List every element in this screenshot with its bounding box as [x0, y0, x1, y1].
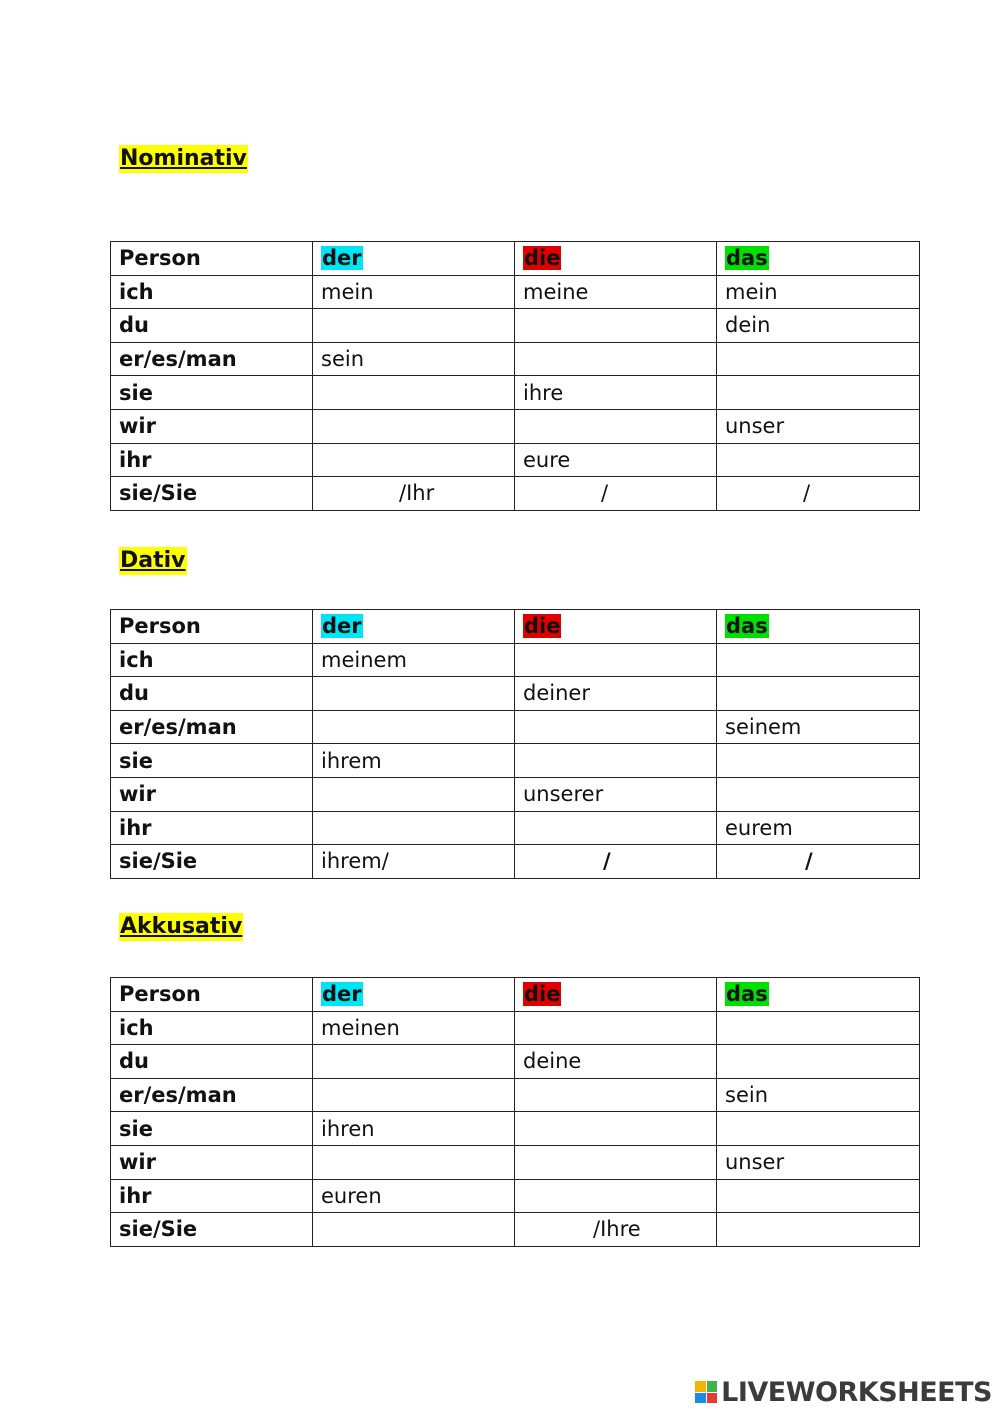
table-row: [111, 477, 920, 511]
der-cell[interactable]: meinem: [313, 643, 515, 677]
die-cell[interactable]: [515, 1011, 717, 1045]
header-person: Person: [111, 242, 313, 276]
die-cell[interactable]: [515, 1179, 717, 1213]
die-cell[interactable]: [515, 710, 717, 744]
der-cell[interactable]: sein: [313, 342, 515, 376]
das-cell[interactable]: [717, 376, 920, 410]
header-das: [717, 610, 920, 644]
person-cell: er/es/man: [111, 710, 313, 744]
der-cell[interactable]: [313, 443, 515, 477]
person-cell: ihr: [111, 811, 313, 845]
der-cell[interactable]: mein: [313, 275, 515, 309]
die-highlight: die: [524, 982, 561, 1007]
die-cell[interactable]: [515, 309, 717, 343]
die-cell[interactable]: /Ihre: [515, 1213, 717, 1247]
der-cell[interactable]: /Ihr: [313, 477, 515, 511]
der-cell[interactable]: [313, 1213, 515, 1247]
section-title-akkusativ: Akkusativ: [120, 914, 243, 939]
table-row: [111, 342, 920, 376]
header-die: [515, 978, 717, 1012]
person-cell: er/es/man: [111, 1078, 313, 1112]
table-row: [111, 275, 920, 309]
die-cell[interactable]: [515, 1078, 717, 1112]
das-cell[interactable]: unser: [717, 1145, 920, 1179]
table-header-row: [111, 978, 920, 1012]
das-highlight: das: [726, 614, 768, 639]
table-row: [111, 409, 920, 443]
header-die: [515, 242, 717, 276]
die-cell[interactable]: [515, 643, 717, 677]
das-cell[interactable]: dein: [717, 309, 920, 343]
person-cell: er/es/man: [111, 342, 313, 376]
die-cell[interactable]: [515, 409, 717, 443]
header-person: Person: [111, 610, 313, 644]
table-row: [111, 376, 920, 410]
table-row: [111, 643, 920, 677]
table-row: [111, 811, 920, 845]
table-row: [111, 1011, 920, 1045]
der-cell[interactable]: [313, 409, 515, 443]
table-row: [111, 309, 920, 343]
die-cell[interactable]: [515, 1112, 717, 1146]
table-row: [111, 1045, 920, 1079]
die-cell[interactable]: eure: [515, 443, 717, 477]
das-cell[interactable]: [717, 443, 920, 477]
das-cell[interactable]: [717, 744, 920, 778]
table-row: [111, 443, 920, 477]
table-row: [111, 777, 920, 811]
das-cell[interactable]: [717, 1045, 920, 1079]
header-das: [717, 242, 920, 276]
die-cell[interactable]: meine: [515, 275, 717, 309]
das-cell[interactable]: [717, 777, 920, 811]
person-cell: sie/Sie: [111, 477, 313, 511]
der-cell[interactable]: [313, 777, 515, 811]
die-cell[interactable]: [515, 342, 717, 376]
table-row: [111, 710, 920, 744]
das-cell[interactable]: [717, 643, 920, 677]
die-cell[interactable]: deiner: [515, 677, 717, 711]
table-header-row: [111, 242, 920, 276]
header-person: Person: [111, 978, 313, 1012]
header-die: [515, 610, 717, 644]
das-cell[interactable]: mein: [717, 275, 920, 309]
der-cell[interactable]: [313, 1145, 515, 1179]
der-cell[interactable]: [313, 677, 515, 711]
table-row: [111, 1145, 920, 1179]
die-cell[interactable]: unserer: [515, 777, 717, 811]
watermark-text: LIVEWORKSHEETS: [721, 1376, 992, 1408]
der-cell[interactable]: [313, 309, 515, 343]
der-highlight: der: [322, 614, 362, 639]
das-cell[interactable]: [717, 342, 920, 376]
header-der: [313, 610, 515, 644]
table-dativ: [110, 609, 920, 879]
person-cell: sie: [111, 744, 313, 778]
person-cell: ihr: [111, 1179, 313, 1213]
person-cell: wir: [111, 409, 313, 443]
das-cell[interactable]: [717, 1179, 920, 1213]
liveworksheets-watermark: [695, 1375, 992, 1409]
der-cell[interactable]: meinen: [313, 1011, 515, 1045]
table-row: [111, 1179, 920, 1213]
das-cell[interactable]: [717, 1011, 920, 1045]
table-row: [111, 744, 920, 778]
die-highlight: die: [524, 614, 561, 639]
die-cell[interactable]: [515, 1145, 717, 1179]
table-row: [111, 1112, 920, 1146]
table-row: [111, 845, 920, 879]
header-der: [313, 242, 515, 276]
person-cell: wir: [111, 777, 313, 811]
der-cell[interactable]: [313, 376, 515, 410]
der-cell[interactable]: [313, 710, 515, 744]
der-highlight: der: [322, 246, 362, 271]
person-cell: sie: [111, 1112, 313, 1146]
table-row: [111, 1213, 920, 1247]
person-cell: du: [111, 1045, 313, 1079]
die-cell[interactable]: [515, 744, 717, 778]
section-title-dativ: Dativ: [120, 548, 186, 573]
person-cell: sie/Sie: [111, 845, 313, 879]
der-cell[interactable]: euren: [313, 1179, 515, 1213]
das-cell[interactable]: [717, 677, 920, 711]
der-highlight: der: [322, 982, 362, 1007]
das-cell[interactable]: eurem: [717, 811, 920, 845]
person-cell: ich: [111, 643, 313, 677]
person-cell: sie/Sie: [111, 1213, 313, 1247]
der-cell[interactable]: [313, 1078, 515, 1112]
das-cell[interactable]: /: [717, 477, 920, 511]
das-cell[interactable]: [717, 1112, 920, 1146]
das-cell[interactable]: sein: [717, 1078, 920, 1112]
der-cell[interactable]: [313, 811, 515, 845]
table-row: [111, 677, 920, 711]
table-akkusativ: [110, 977, 920, 1247]
table-nominativ: [110, 241, 920, 511]
person-cell: du: [111, 309, 313, 343]
die-highlight: die: [524, 246, 561, 271]
section-title-nominativ: Nominativ: [120, 146, 247, 171]
table-header-row: [111, 610, 920, 644]
das-highlight: das: [726, 246, 768, 271]
das-cell[interactable]: [717, 1213, 920, 1247]
die-cell[interactable]: /: [515, 845, 717, 879]
der-cell[interactable]: ihrem: [313, 744, 515, 778]
liveworksheets-logo-icon: [695, 1381, 717, 1403]
die-cell[interactable]: /: [515, 477, 717, 511]
person-cell: wir: [111, 1145, 313, 1179]
table-row: [111, 1078, 920, 1112]
das-cell[interactable]: unser: [717, 409, 920, 443]
person-cell: ich: [111, 1011, 313, 1045]
die-cell[interactable]: deine: [515, 1045, 717, 1079]
header-das: [717, 978, 920, 1012]
das-cell[interactable]: /: [717, 845, 920, 879]
das-highlight: das: [726, 982, 768, 1007]
das-cell[interactable]: seinem: [717, 710, 920, 744]
die-cell[interactable]: ihre: [515, 376, 717, 410]
der-cell[interactable]: ihrem/: [313, 845, 515, 879]
der-cell[interactable]: [313, 1045, 515, 1079]
person-cell: ich: [111, 275, 313, 309]
person-cell: du: [111, 677, 313, 711]
header-der: [313, 978, 515, 1012]
person-cell: sie: [111, 376, 313, 410]
person-cell: ihr: [111, 443, 313, 477]
die-cell[interactable]: [515, 811, 717, 845]
der-cell[interactable]: ihren: [313, 1112, 515, 1146]
